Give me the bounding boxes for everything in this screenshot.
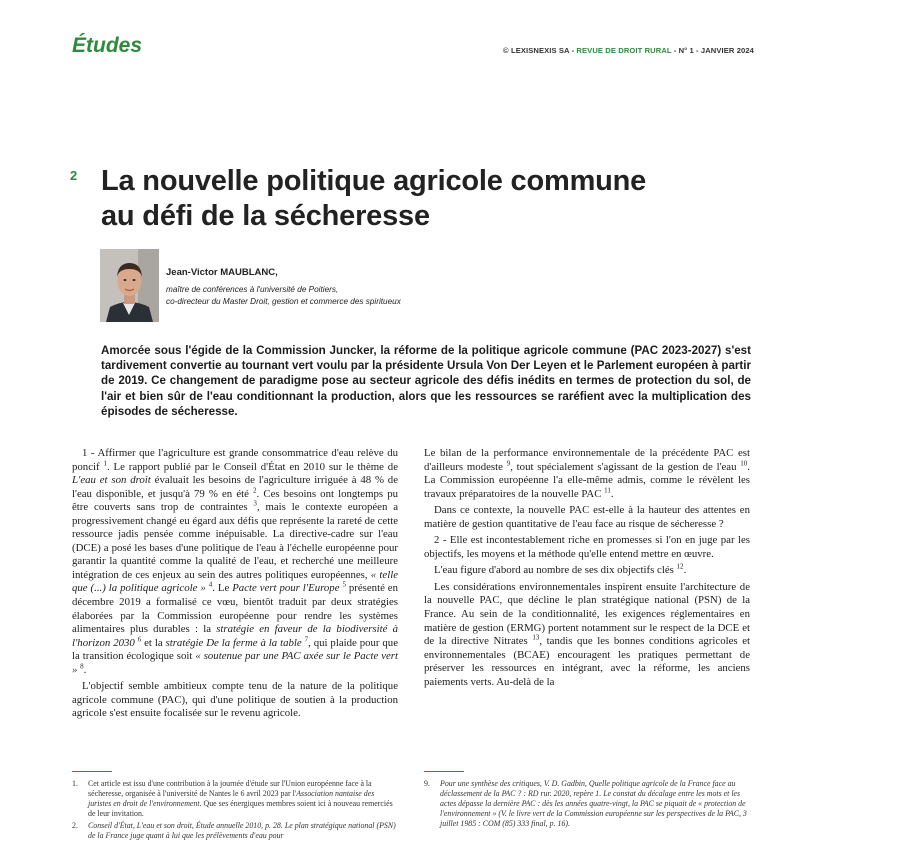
affiliation-line-1: maître de conférences à l'université de Poitiers, (166, 285, 339, 294)
footnote-1: 1. Cet article est issu d'une contribution à la journée d'étude sur l'Union européenne face à la sécheresse, organisée à l'université de Nantes le 6 avril 2023 par l'Association nantaise des juristes en droit de l'environnement. Que ses énergiques membres soient ici à nouveau remerciés de leur invitation. (72, 779, 393, 818)
footnote-ref[interactable]: 13 (532, 633, 540, 642)
paragraph-3: Le bilan de la performance environnementale de la précédente PAC est d'ailleurs modeste $^9$, tout spécialement s'agissant de la gestion de l'eau $^{10}$. La Commission européenne l'a elle-même admis, comme le révèlent les travaux préparatoires de la nouvelle PAC $^{11}$. (424, 447, 750, 500)
footnote-ref[interactable]: 12 (676, 562, 684, 571)
footnotes-left (72, 779, 398, 842)
footnote-rule-right (424, 771, 464, 772)
paragraph-6: L'eau figure d'abord au nombre de ses dix objectifs clés $^{12}$. (434, 562, 687, 577)
author-photo (100, 249, 159, 322)
article-number: 2 (70, 168, 78, 183)
body-column-right (424, 447, 750, 692)
footnote-ref[interactable]: 11 (604, 486, 611, 495)
footnote-2: 2. Conseil d'État, L'eau et son droit, Étude annuelle 2010, p. 28. Le plan stratégique national (PSN) de la France juge quant à lui que les prélèvements d'eau pour (72, 820, 396, 840)
footnote-ref[interactable]: 10 (740, 458, 748, 467)
section-label: Études (72, 34, 143, 57)
footnote-9: 9. Pour une synthèse des critiques, V. D. Gadbin, Quelle politique agricole de la France face au déclassement de la PAC ? : RD rur. 2020, repère 1. Le constat du décalage entre les mots et les actes dépasse la dernière PAC : dès les années quatre-vingt, la PAC se piquait de « protection de l'environnement » (V. le livre vert de la Commission européenne sur les perspectives de la PAC, 3 juillet 1985 : COM (85) 333 final, p. 16). (424, 779, 747, 828)
journal-name: REVUE DE DROIT RURAL (576, 46, 672, 55)
footnote-ref[interactable]: 7 (304, 635, 309, 644)
footnote-ref[interactable]: 9 (506, 458, 511, 467)
paragraph-1: 1 - Affirmer que l'agriculture est grande consommatrice d'eau relève du poncif $^1$. Le rapport publié par le Conseil d'État en 2010 sur le thème de L'eau et son droit évaluait les besoins de l'agriculture irriguée à 48 % de l'eau disponible, et jusqu'à 79 % en été $^2$. Ces besoins ont longtemps pu être couverts sans trop de contraintes $^3$, mais le contexte européen a progressivement changé eu égard aux défis que représente la rareté de cette ressource jadis pensée comme inépuisable. La directive-cadre sur l'eau (DCE) a posé les bases d'une politique de l'eau à l'échelle européenne pour garantir la quantité comme la qualité de l'eau, et recherché une meilleure intégration de ces enjeux au sein des autres politiques européennes, « telle que (...) la politique agricole » $^4$. Le Pacte vert pour l'Europe $^5$ présenté en décembre 2019 a formalisé ce vœu, bientôt traduit par deux stratégies élaborées par la Commission européenne pour rendre les systèmes alimentaires plus durables : la stratégie en faveur de la biodiversité à l'horizon 2030 $^6$ et la stratégie De la ferme à la table $^7$, qui plaide pour que la transition écologique soit « soutenue par une PAC axée sur le Pacte vert » $^8$. (72, 447, 399, 676)
footnotes-right (424, 779, 750, 831)
footnote-rule-left (72, 771, 112, 772)
running-header (503, 46, 754, 55)
article-title (101, 164, 801, 234)
author-affiliation (166, 284, 486, 307)
paragraph-7: Les considérations environnementales inspirent ensuite l'architecture de la nouvelle PAC, que décline le plan stratégique national (PSN) de la France. Au sein de la conditionnalité, les exigences réglementaires en matière de gestion (ERMG) portent notamment sur le respect de la DCE et de la directive Nitrates $^{13}$, tandis que les bonnes conditions agricoles et environnementales (BCAE) encouragent les pratiques permettant de préserver les ressources en intégrant, avec la réforme, les anciens paiements verts. Au-delà de la (424, 580, 750, 688)
footnote-ref[interactable]: 2 (253, 486, 257, 495)
paragraph-4: Dans ce contexte, la nouvelle PAC est-elle à la hauteur des attentes en matière de gestion quantitative de l'eau face au risque de sécheresse ? (424, 504, 750, 530)
body-column-left (72, 447, 398, 724)
publisher-text: © LEXISNEXIS SA - (503, 46, 577, 55)
footnote-ref[interactable]: 5 (342, 580, 346, 589)
article-abstract: Amorcée sous l'égide de la Commission Juncker, la réforme de la politique agricole commune (PAC 2023-2027) s'est tardivement convertie au tournant vert voulu par la présidente Ursula Von Der Leyen et le Parlement européen à partir de 2019. Ce changement de paradigme pose au secteur agricole des défis inédits en termes de protection du sol, de l'air et bien sûr de l'eau conditionnant la production, alors que les ressources se raréfient avec la multiplication des épisodes de sécheresse. (101, 344, 751, 418)
author-portrait-image (100, 249, 159, 322)
paragraph-2: L'objectif semble ambitieux compte tenu de la nature de la politique agricole commune (PAC), qui d'une politique de soutien à la production agricole s'est ensuite focalisée sur le revenu agricole. (72, 680, 398, 720)
footnote-ref[interactable]: 1 (103, 458, 107, 467)
author-name: Jean-Victor MAUBLANC, (166, 267, 278, 278)
issue-text: - N° 1 - JANVIER 2024 (671, 46, 754, 55)
footnote-ref[interactable]: 8 (80, 662, 84, 671)
title-line-2: au défi de la sécheresse (101, 200, 430, 232)
paragraph-5: 2 - Elle est incontestablement riche en promesses si l'on en juge par les objectifs, les moyens et la méthode qu'elle entend mettre en œuvre. (424, 534, 750, 560)
footnote-ref[interactable]: 3 (253, 499, 257, 508)
title-line-1: La nouvelle politique agricole commune (101, 165, 647, 197)
footnote-ref[interactable]: 4 (208, 580, 213, 589)
footnote-ref[interactable]: 6 (137, 635, 142, 644)
affiliation-line-2: co-directeur du Master Droit, gestion et commerce des spiritueux (166, 296, 401, 306)
